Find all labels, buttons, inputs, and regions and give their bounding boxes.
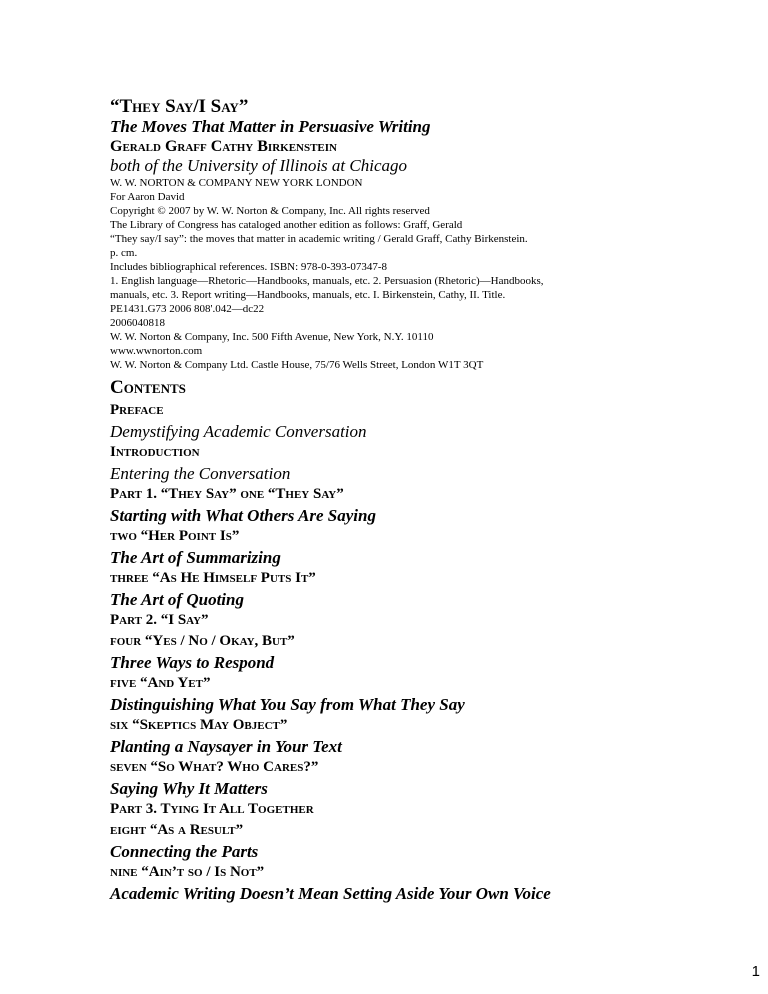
toc-chapter9-label[interactable]: nine “Ain’t so / Is Not” (110, 864, 265, 880)
toc-chapter3-subtitle: The Art of Quoting (110, 590, 244, 609)
toc-chapter5-label[interactable]: five “And Yet” (110, 675, 211, 691)
toc-chapter7-label[interactable]: seven “So What? Who Cares?” (110, 759, 319, 775)
toc-chapter6-label[interactable]: six “Skeptics May Object” (110, 717, 288, 733)
toc-chapter3-label[interactable]: three “As He Himself Puts It” (110, 570, 316, 586)
catalog-title-line: “They say/I say”: the moves that matter in academic writing / Gerald Graff, Cathy Birkenstein. (110, 233, 528, 245)
toc-preface-label[interactable]: Preface (110, 402, 164, 418)
isbn-line: Includes bibliographical references. ISBN: 978-0-393-07347-8 (110, 261, 388, 273)
toc-chapter6-subtitle: Planting a Naysayer in Your Text (110, 737, 342, 756)
copyright-block (110, 176, 730, 372)
page-content (110, 90, 730, 904)
dedication-line: For Aaron David (110, 191, 185, 203)
toc-part2-label[interactable]: Part 2. “I Say” (110, 612, 209, 628)
toc-chapter4-label[interactable]: four “Yes / No / Okay, But” (110, 633, 295, 649)
toc-part3-label[interactable]: Part 3. Tying It All Together (110, 801, 314, 817)
book-authors: Gerald Graff Cathy Birkenstein (110, 138, 337, 155)
toc-introduction-label[interactable]: Introduction (110, 444, 200, 460)
contents-heading: Contents (110, 377, 186, 398)
toc-chapter2-subtitle: The Art of Summarizing (110, 548, 281, 567)
catalog-pcm-line: p. cm. (110, 247, 138, 259)
toc-chapter5-subtitle: Distinguishing What You Say from What They Say (110, 695, 465, 714)
catalog-line: The Library of Congress has cataloged another edition as follows: Graff, Gerald (110, 219, 463, 231)
toc-part1-label[interactable]: Part 1. “They Say” one “They Say” (110, 486, 344, 502)
author-affiliation: both of the University of Illinois at Chicago (110, 156, 408, 175)
copyright-line: Copyright © 2007 by W. W. Norton & Company, Inc. All rights reserved (110, 205, 430, 217)
classification-line: PE1431.G73 2006 808'.042—dc22 (110, 303, 265, 315)
toc-chapter9-subtitle: Academic Writing Doesn’t Mean Setting Aside Your Own Voice (110, 884, 551, 903)
toc-introduction-subtitle: Entering the Conversation (110, 464, 291, 483)
toc-chapter8-subtitle: Connecting the Parts (110, 842, 259, 861)
table-of-contents (110, 400, 730, 904)
book-subtitle: The Moves That Matter in Persuasive Writing (110, 117, 431, 136)
publisher-uk-address-line: W. W. Norton & Company Ltd. Castle House, 75/76 Wells Street, London W1T 3QT (110, 359, 484, 371)
toc-chapter8-label[interactable]: eight “As a Result” (110, 822, 244, 838)
publisher-line: W. W. NORTON & COMPANY NEW YORK LONDON (110, 177, 363, 189)
toc-chapter4-subtitle: Three Ways to Respond (110, 653, 275, 672)
book-title: “They Say/I Say” (110, 96, 249, 117)
subjects-line-1: 1. English language—Rhetoric—Handbooks, manuals, etc. 2. Persuasion (Rhetoric)—Handbooks, (110, 275, 544, 287)
publisher-website[interactable]: www.wwnorton.com (110, 345, 203, 357)
subjects-line-2: manuals, etc. 3. Report writing—Handbooks, manuals, etc. I. Birkenstein, Cathy, II. Title. (110, 289, 506, 301)
page-number: 1 (751, 963, 760, 980)
lccn-line: 2006040818 (110, 317, 165, 329)
publisher-address-line: W. W. Norton & Company, Inc. 500 Fifth Avenue, New York, N.Y. 10110 (110, 331, 434, 343)
toc-chapter1-subtitle: Starting with What Others Are Saying (110, 506, 376, 525)
toc-chapter2-label[interactable]: two “Her Point Is” (110, 528, 240, 544)
toc-chapter7-subtitle: Saying Why It Matters (110, 779, 268, 798)
toc-preface-subtitle: Demystifying Academic Conversation (110, 422, 367, 441)
